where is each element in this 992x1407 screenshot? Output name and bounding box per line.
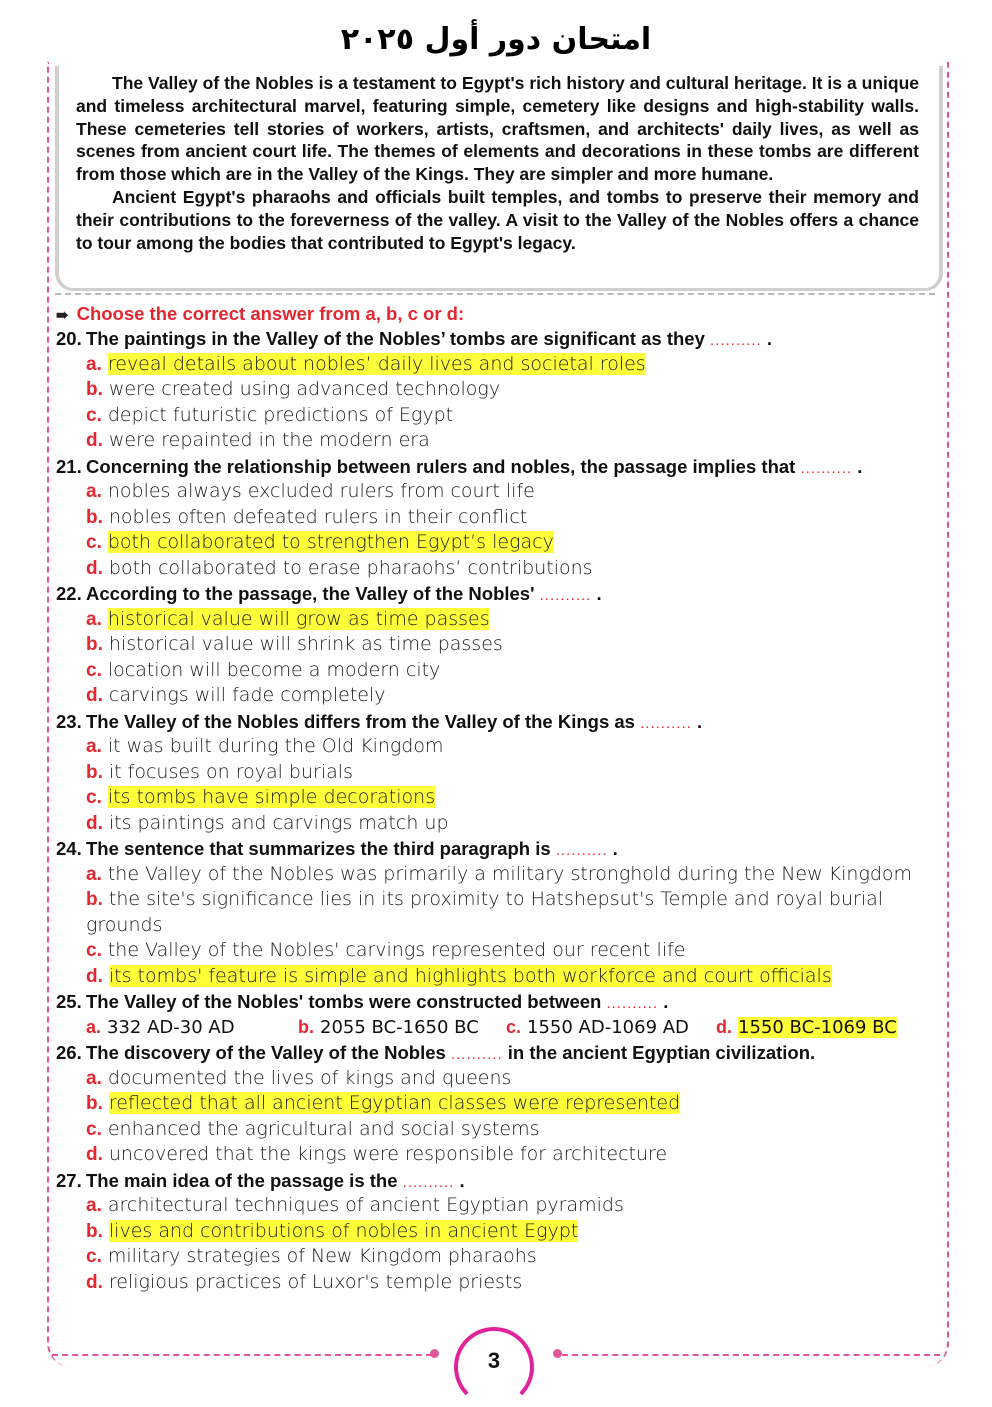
option-text: depict futuristic predictions of Egypt [107, 403, 454, 426]
answer-blank: .......... [450, 1046, 503, 1063]
question-20 [56, 326, 936, 454]
answer-blank: .......... [555, 842, 608, 859]
option-text: the Valley of the Nobles was primarily a military stronghold during the New Kingdom [107, 862, 913, 885]
option-letter: d. [86, 557, 103, 579]
option-text: both collaborated to erase pharaohs’ contributions [108, 556, 593, 579]
answer-option[interactable] [56, 734, 936, 760]
question-number: 21. [56, 455, 82, 477]
footer-line-right [562, 1354, 940, 1356]
answer-blank: .......... [606, 995, 659, 1012]
option-text: 332 AD-30 AD [107, 1016, 235, 1038]
option-letter: c. [86, 532, 102, 553]
option-letter: a. [86, 481, 102, 502]
option-letter: b. [298, 1016, 314, 1037]
answer-option[interactable] [56, 352, 936, 378]
answer-option[interactable] [56, 530, 936, 556]
answer-option[interactable] [56, 1193, 936, 1219]
question-text: The main idea of the passage is the [86, 1169, 398, 1191]
passage-paragraph: Ancient Egypt's pharaohs and officials built temples, and tombs to preserve their memory and their contributions to the foreverness of the valley. A visit to the Valley of the Nobles offers a chance to tour among the bodies that contributed to Egypt's legacy. [76, 186, 919, 253]
question-text: Concerning the relationship between rulers and nobles, the passage implies that [86, 455, 796, 477]
answer-option[interactable] [56, 632, 936, 658]
option-text: the Valley of the Nobles' carvings represented our recent life [107, 939, 686, 961]
question-tail: . [612, 838, 618, 859]
option-text: uncovered that the kings were responsible for architecture [108, 1143, 668, 1165]
option-text: lives and contributions of nobles in ancient Egypt [108, 1219, 579, 1242]
option-letter: c. [506, 1016, 522, 1037]
question-22 [56, 581, 936, 709]
answer-option[interactable] [56, 428, 936, 454]
option-text: historical value will shrink as time passes [108, 633, 503, 655]
question-tail: . [696, 710, 703, 732]
option-text: were created using advanced technology [108, 378, 501, 400]
answer-blank: .......... [402, 1173, 455, 1191]
instructions [56, 302, 936, 326]
option-text: it was built during the Old Kingdom [107, 735, 444, 757]
option-letter: d. [86, 1144, 103, 1165]
answer-option[interactable] [56, 964, 936, 990]
answer-option[interactable] [56, 1219, 936, 1245]
question-stem [56, 1040, 936, 1066]
page-number: 3 [487, 1348, 501, 1373]
answer-option[interactable] [56, 1117, 936, 1143]
arrow-icon: ➠ [56, 307, 69, 324]
option-text: 2055 BC-1650 BC [320, 1016, 479, 1038]
inline-options [56, 1015, 936, 1041]
option-text: its tombs' feature is simple and highlights both workforce and court officials [108, 964, 832, 987]
option-text: architectural techniques of ancient Egyptian pyramids [107, 1194, 624, 1216]
option-text: its paintings and carvings match up [108, 811, 449, 834]
answer-option[interactable] [56, 403, 936, 429]
question-number: 20. [56, 328, 82, 349]
answer-option[interactable] [298, 1015, 479, 1041]
option-letter: c. [86, 659, 102, 681]
option-letter: b. [86, 634, 103, 655]
answer-option[interactable] [86, 1015, 235, 1041]
question-text: The sentence that summarizes the third paragraph is [86, 838, 551, 859]
instructions-text: Choose the correct answer from a, b, c or d: [76, 303, 465, 324]
question-27 [56, 1168, 936, 1296]
answer-option[interactable] [506, 1015, 689, 1041]
option-letter: c. [86, 1118, 102, 1140]
answer-option[interactable] [56, 760, 936, 786]
footer-dot-right [553, 1349, 562, 1358]
option-text: religious practices of Luxor's temple priests [108, 1270, 523, 1293]
answer-option[interactable] [56, 505, 936, 531]
question-stem [56, 1168, 936, 1194]
option-text: carvings will fade completely [108, 684, 386, 706]
option-text: nobles often defeated rulers in their conflict [108, 505, 528, 528]
answer-option[interactable] [56, 556, 936, 582]
option-text: historical value will grow as time passes [107, 607, 490, 630]
option-letter: b. [86, 379, 103, 400]
option-letter: b. [86, 761, 103, 783]
answer-option[interactable] [56, 377, 936, 403]
footer-dot-left [430, 1349, 439, 1358]
option-letter: c. [86, 787, 102, 808]
option-letter: a. [86, 736, 102, 757]
option-letter: a. [86, 608, 102, 630]
option-letter: a. [86, 1016, 102, 1037]
option-text: the site's significance lies in its proximity to Hatshepsut's Temple and royal burial grounds [86, 888, 884, 936]
option-letter: b. [86, 1093, 103, 1114]
question-number: 26. [56, 1042, 82, 1063]
option-letter: a. [86, 1067, 102, 1089]
answer-option[interactable] [56, 862, 936, 888]
option-text: reflected that all ancient Egyptian classes were represented [108, 1092, 681, 1114]
option-text: military strategies of New Kingdom pharaohs [107, 1245, 537, 1267]
answer-option[interactable] [56, 938, 936, 964]
option-text: it focuses on royal burials [108, 760, 353, 783]
option-text: nobles always excluded rulers from court life [107, 480, 535, 502]
answer-option[interactable] [716, 1015, 897, 1041]
page-title: امتحان دور أول ٢٠٢٥ [340, 22, 652, 57]
option-text: both collaborated to strengthen Egypt’s legacy [107, 531, 554, 553]
section-divider [55, 293, 935, 295]
option-text: 1550 AD-1069 AD [527, 1016, 689, 1038]
question-text: The paintings in the Valley of the Nobles’ tombs are significant as they [86, 328, 705, 349]
answer-option[interactable] [56, 1142, 936, 1168]
option-text: its tombs have simple decorations [107, 786, 436, 808]
option-letter: d. [86, 812, 103, 834]
option-letter: d. [86, 965, 103, 987]
answer-option[interactable] [56, 1244, 936, 1270]
option-letter: c. [86, 1246, 102, 1267]
answer-option[interactable] [56, 1066, 936, 1092]
answer-option[interactable] [56, 1270, 936, 1296]
option-letter: d. [86, 1271, 103, 1293]
answer-blank: .......... [710, 332, 762, 349]
question-26 [56, 1040, 936, 1168]
option-text: reveal details about nobles’ daily lives and societal roles [107, 352, 646, 375]
question-number: 22. [56, 583, 82, 604]
option-text: were repainted in the modern era [108, 429, 430, 451]
option-letter: b. [86, 506, 103, 528]
question-stem [56, 326, 936, 352]
question-tail: . [663, 991, 669, 1012]
option-letter: b. [86, 1220, 103, 1242]
option-letter: c. [86, 404, 102, 426]
footer-line-left [52, 1354, 432, 1356]
option-letter: a. [86, 863, 102, 885]
questions-section [56, 302, 936, 1295]
answer-option[interactable] [56, 785, 936, 811]
question-number: 27. [56, 1169, 82, 1191]
answer-option[interactable] [56, 811, 936, 837]
question-21 [56, 454, 936, 582]
option-letter: b. [86, 889, 103, 910]
reading-passage [76, 72, 919, 254]
option-text: location will become a modern city [107, 658, 441, 681]
question-tail: in the ancient Egyptian civilization. [507, 1042, 816, 1063]
question-stem [56, 709, 936, 735]
question-stem [56, 836, 936, 862]
question-text: The discovery of the Valley of the Nobles [86, 1042, 446, 1063]
answer-option[interactable] [56, 1091, 936, 1117]
answer-option[interactable] [56, 607, 936, 633]
question-number: 25. [56, 991, 82, 1012]
option-letter: c. [86, 940, 102, 961]
question-stem [56, 581, 936, 607]
question-number: 24. [56, 838, 82, 859]
option-text: documented the lives of kings and queens [107, 1066, 512, 1089]
question-stem [56, 454, 936, 480]
passage-paragraph: The Valley of the Nobles is a testament to Egypt's rich history and cultural heritage. It is a unique and timeless architectural marvel, featuring simple, cemetery like designs and high-stability walls. These cemeteries tell stories of workers, artists, craftsmen, and architects' daily lives, as well as scenes from ancient court life. The themes of elements and decorations in these tombs are different from those which are in the Valley of the Kings. They are simpler and more humane. [76, 73, 919, 185]
question-text: The Valley of the Nobles' tombs were constructed between [86, 991, 602, 1012]
question-tail: . [596, 583, 602, 604]
answer-option[interactable] [56, 479, 936, 505]
option-letter: d. [716, 1016, 732, 1037]
option-letter: a. [86, 1195, 102, 1216]
question-text: According to the passage, the Valley of the Nobles' [86, 583, 535, 604]
question-stem [56, 989, 936, 1015]
option-letter: d. [86, 685, 103, 706]
question-tail: . [857, 455, 863, 477]
option-letter: a. [86, 353, 102, 375]
option-text: 1550 BC-1069 BC [738, 1016, 897, 1038]
answer-blank: .......... [800, 459, 853, 477]
question-24 [56, 836, 936, 989]
answer-option[interactable] [56, 683, 936, 709]
question-25 [56, 989, 936, 1040]
question-number: 23. [56, 710, 82, 732]
answer-option[interactable] [56, 658, 936, 684]
question-tail: . [766, 328, 772, 349]
answer-blank: .......... [640, 714, 692, 732]
option-text: enhanced the agricultural and social systems [107, 1117, 540, 1140]
question-list [56, 326, 936, 1295]
answer-blank: .......... [539, 587, 592, 604]
question-text: The Valley of the Nobles differs from the Valley of the Kings as [86, 710, 635, 732]
question-tail: . [459, 1169, 465, 1191]
option-letter: d. [86, 430, 103, 451]
answer-option[interactable] [56, 887, 936, 938]
question-23 [56, 709, 936, 837]
